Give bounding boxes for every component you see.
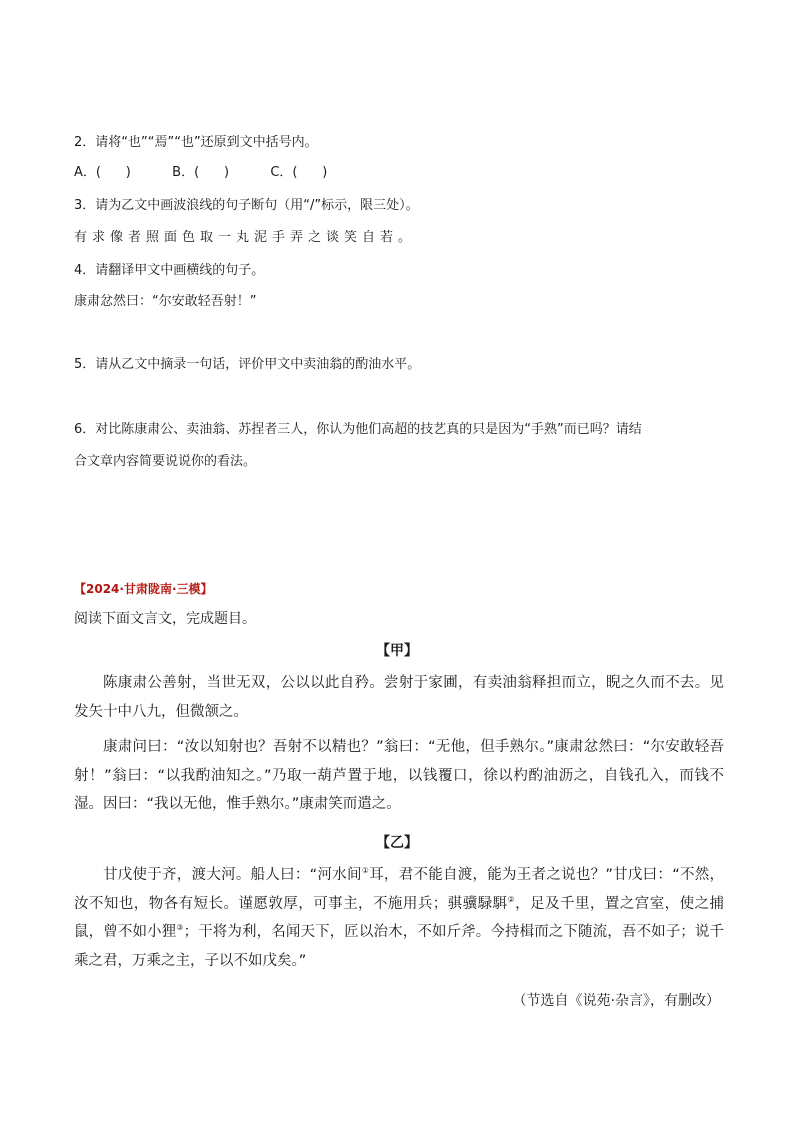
q2-options: A．( ) B．( ) C．( ) — [74, 165, 328, 180]
source-tag: 【2024·甘肃陇南·三模】 — [74, 582, 213, 596]
yi-text-part1: 甘戊使于齐，渡大河。船人曰：“河水间 — [103, 867, 362, 883]
passage-yi-title: 【乙】 — [376, 835, 418, 851]
passage-jia-paragraph-2: 康肃问曰：“汝以知射也？吾射不以精也？”翁曰：“无他，但手熟尔。”康肃忿然曰：“尔安敢轻吾射！”翁曰：“以我酌油知之。”乃取一葫芦置于地，以钱覆口，徐以杓酌油沥之，自钱孔入，而钱不湿。因曰：“我以无他，惟手熟尔。”康肃笑而遣之。 — [74, 739, 724, 812]
passage-yi-paragraph — [74, 861, 724, 975]
yi-text-part2: 耳，君不能自渡，能为王者之说也？”甘戊曰：“不然，汝不知也，物各有短长。谨愿敦厚，可事主，不施用兵；骐骥騄駬 — [74, 867, 724, 912]
passage-jia-title: 【甲】 — [376, 643, 418, 659]
footnote-marker-3: ③ — [176, 923, 184, 933]
footnote-marker-1: ① — [361, 866, 370, 876]
q2-prompt: 2．请将“也”“焉”“也”还原到文中括号内。 — [74, 135, 318, 150]
passage-source: （节选自《说苑·杂言》，有删改） — [512, 993, 720, 1009]
q4-prompt: 4．请翻译甲文中画横线的句子。 — [74, 263, 265, 278]
passage-jia-paragraph-1: 陈康肃公善射，当世无双，公以以此自矜。尝射于家圃，有卖油翁释担而立，睨之久而不去。见发矢十中八九，但微颔之。 — [74, 675, 724, 720]
q5-prompt: 5．请从乙文中摘录一句话，评价甲文中卖油翁的酌油水平。 — [74, 357, 421, 372]
q3-prompt: 3．请为乙文中画波浪线的句子断句（用“/”标示，限三处）。 — [74, 198, 419, 213]
yi-text-part3: ，足及千里，置之宫室，使之捕鼠，曾不如小狸 — [74, 895, 725, 940]
q6-prompt-line2: 合文章内容简要说说你的看法。 — [74, 454, 257, 469]
yi-text-part4: ；干将为利，名闻天下，匠以治木，不如斤斧。今持楫而之下随流，吾不如子；说千乘之君，万乘之主，子以不如戊矣。” — [74, 924, 725, 969]
q4-sentence: 康肃忿然曰：“尔安敢轻吾射！” — [74, 294, 257, 309]
reading-instruction: 阅读下面文言文，完成题目。 — [74, 611, 256, 627]
footnote-marker-2: ② — [507, 894, 516, 904]
q6-prompt-line1: 6．对比陈康肃公、卖油翁、苏捏者三人，你认为他们高超的技艺真的只是因为“手熟”而已吗？请结 — [74, 422, 642, 437]
q3-sentence: 有求像者照面色取一丸泥手弄之谈笑自若。 — [74, 230, 417, 245]
